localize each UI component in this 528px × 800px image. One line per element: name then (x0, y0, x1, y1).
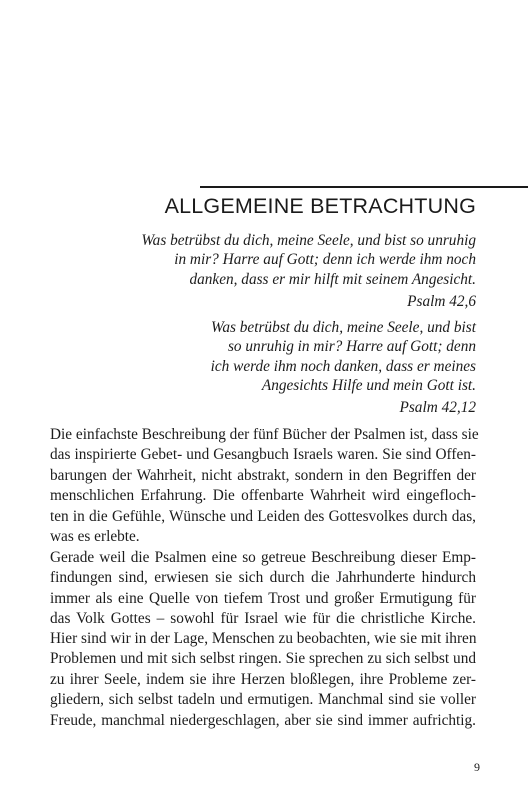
paragraph-line: menschlichen Erfahrung. Die offenbarte Wahrheit wird eingefloch- (50, 487, 476, 505)
body-paragraph-3 (50, 629, 476, 731)
quote-line: in mir? Harre auf Gott; denn ich werde ihm noch (174, 251, 476, 269)
quote-line: Was betrübst du dich, meine Seele, und bist (211, 319, 476, 336)
chapter-heading: ALLGEMEINE BETRACHTUNG (164, 194, 476, 218)
quote-line: ich werde ihm noch danken, dass er meines (210, 357, 476, 375)
quote-line: danken, dass er mir hilft mit seinem Angesicht. (189, 270, 476, 288)
paragraph-line: ten in die Gefühle, Wünsche und Leiden des Gottesvolkes durch das, (50, 507, 476, 525)
paragraph-line: zu ihrer Seele, indem sie ihre Herzen bloßlegen, ihre Probleme zer- (50, 670, 476, 688)
paragraph-line: immer als eine Quelle von tiefem Trost und großer Ermutigung für (50, 589, 476, 607)
paragraph-line: gliedern, sich selbst tadeln und ermutigen. Manchmal sind sie voller (50, 691, 476, 709)
heading-rule (200, 186, 528, 188)
paragraph-line: barungen der Wahrheit, nicht abstrakt, sondern in den Begriffen der (50, 466, 476, 484)
body-paragraph-1 (50, 425, 479, 547)
epigraph-quote-1 (141, 231, 476, 289)
quote-line: Was betrübst du dich, meine Seele, und bist so unruhig (141, 232, 476, 249)
paragraph-line: Problemen und mit sich selbst ringen. Sie sprechen zu sich selbst und (50, 650, 476, 668)
paragraph-line: Freude, manchmal niedergeschlagen, aber sie sind immer aufrichtig. (50, 711, 476, 729)
quote-line: so unruhig in mir? Harre auf Gott; denn (227, 338, 476, 356)
paragraph-line: das inspirierte Gebet- und Gesangbuch Israels waren. Sie sind Offen- (50, 446, 476, 464)
page-number: 9 (474, 760, 480, 774)
paragraph-line: was es erlebte. (50, 527, 140, 545)
paragraph-line: Hier sind wir in der Lage, Menschen zu beobachten, wie sie mit ihren (50, 630, 477, 647)
quote-2-reference: Psalm 42,12 (399, 399, 476, 416)
epigraph-quote-2 (211, 318, 476, 395)
quote-line: Angesichts Hilfe und mein Gott ist. (261, 376, 476, 394)
paragraph-line: findungen sind, erwiesen sie sich durch die Jahrhunderte hindurch (50, 569, 476, 587)
quote-1-reference: Psalm 42,6 (407, 293, 476, 310)
paragraph-line: Die einfachste Beschreibung der fünf Bücher der Psalmen ist, dass sie (50, 426, 479, 443)
body-paragraph-2 (50, 548, 476, 630)
paragraph-line: das Volk Gottes – sowohl für Israel wie für die christliche Kirche. (50, 610, 476, 628)
paragraph-line: Gerade weil die Psalmen eine so getreue Beschreibung dieser Emp- (50, 549, 476, 566)
